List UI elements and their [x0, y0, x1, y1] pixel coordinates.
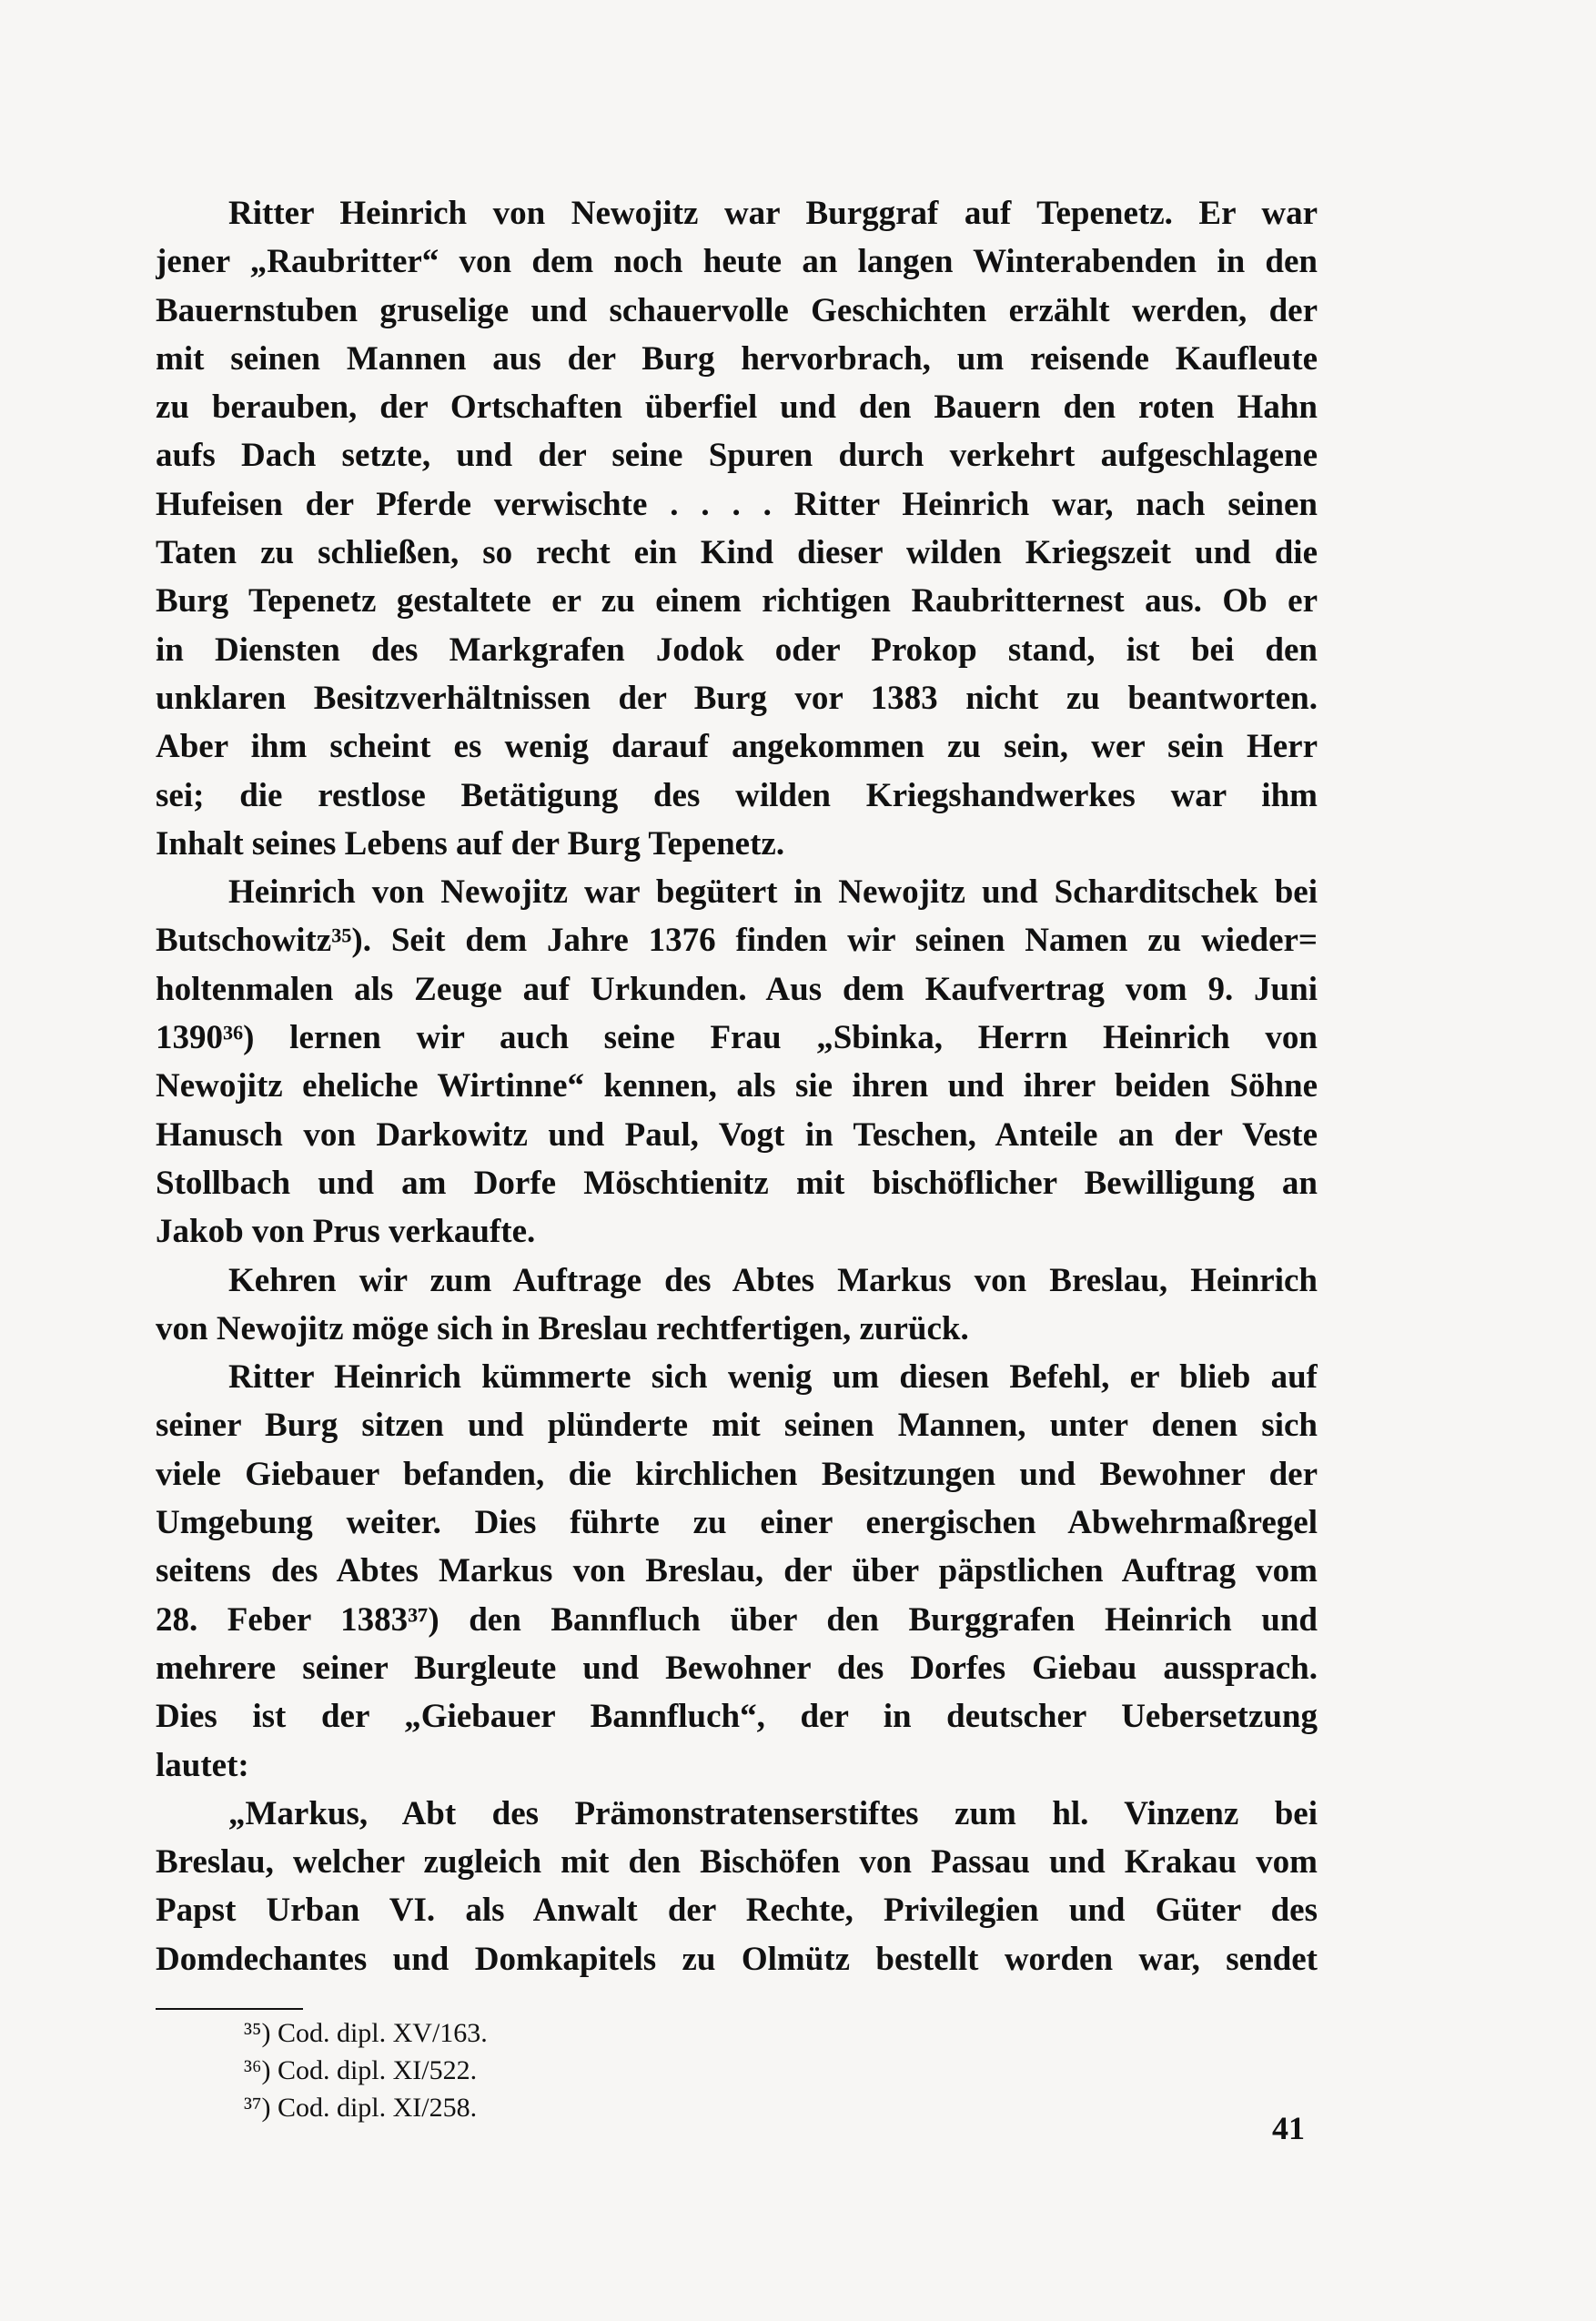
- body-text: [156, 189, 1318, 1983]
- text-line: in Diensten des Markgrafen Jodok oder Prokop stand, ist bei den: [156, 631, 1318, 669]
- paragraph: [156, 868, 1318, 1256]
- paragraph: [156, 1256, 1318, 1354]
- text-line: sei; die restlose Betätigung des wilden Kriegshandwerkes war ihm: [156, 776, 1318, 814]
- footnote: ³⁷) Cod. dipl. XI/258.: [244, 2093, 478, 2123]
- text-line: Inhalt seines Lebens auf der Burg Tepenetz.: [156, 824, 785, 863]
- text-line: lautet:: [156, 1746, 249, 1784]
- text-line: Kehren wir zum Auftrage des Abtes Markus von Breslau, Heinrich: [228, 1261, 1318, 1299]
- text-line: Bauernstuben gruselige und schauervolle Geschichten erzählt werden, der: [156, 291, 1318, 329]
- footnote: ³⁵) Cod. dipl. XV/163.: [244, 2018, 488, 2048]
- text-line: viele Giebauer befanden, die kirchlichen Besitzungen und Bewohner der: [156, 1455, 1318, 1493]
- paragraph: [156, 1790, 1318, 1983]
- text-line: jener „Raubritter“ von dem noch heute an langen Winterabenden in den: [156, 243, 1318, 281]
- text-line: seiner Burg sitzen und plünderte mit seinen Mannen, unter denen sich: [156, 1407, 1318, 1445]
- text-line: Stollbach und am Dorfe Möschtienitz mit bischöflicher Bewilligung an: [156, 1164, 1318, 1202]
- footnotes: [244, 2014, 488, 2126]
- text-line: „Markus, Abt des Prämonstratenserstiftes zum hl. Vinzenz bei: [228, 1794, 1318, 1832]
- paragraph: [156, 1353, 1318, 1790]
- text-line: Papst Urban VI. als Anwalt der Rechte, Privilegien und Güter des: [156, 1892, 1318, 1930]
- text-line: Newojitz eheliche Wirtinne“ kennen, als sie ihren und ihrer beiden Söhne: [156, 1067, 1318, 1105]
- footnote: ³⁶) Cod. dipl. XI/522.: [244, 2055, 478, 2085]
- text-line: Heinrich von Newojitz war begütert in Newojitz und Scharditschek bei: [228, 873, 1318, 912]
- text-line: holtenmalen als Zeuge auf Urkunden. Aus dem Kaufvertrag vom 9. Juni: [156, 970, 1318, 1008]
- text-line: aufs Dach setzte, und der seine Spuren durch verkehrt aufgeschlagene: [156, 437, 1318, 475]
- text-line: Ritter Heinrich von Newojitz war Burggraf auf Tepenetz. Er war: [228, 195, 1318, 232]
- text-line: mehrere seiner Burgleute und Bewohner des Dorfes Giebau aussprach.: [156, 1649, 1318, 1687]
- text-line: Breslau, welcher zugleich mit den Bischöfen von Passau und Krakau vom: [156, 1843, 1318, 1882]
- page-number: 41: [1272, 2110, 1305, 2146]
- text-line: Taten zu schließen, so recht ein Kind dieser wilden Kriegszeit und die: [156, 534, 1318, 572]
- text-line: Butschowitz³⁵). Seit dem Jahre 1376 finden wir seinen Namen zu wieder=: [156, 922, 1318, 960]
- text-line: Jakob von Prus verkaufte.: [156, 1213, 536, 1251]
- footnote-divider: [156, 2008, 303, 2010]
- text-line: Burg Tepenetz gestaltete er zu einem richtigen Raubritternest aus. Ob er: [156, 582, 1318, 621]
- text-line: zu berauben, der Ortschaften überfiel und den Bauern den roten Hahn: [156, 389, 1318, 427]
- text-line: Dies ist der „Giebauer Bannfluch“, der in deutscher Uebersetzung: [156, 1698, 1318, 1736]
- text-line: Ritter Heinrich kümmerte sich wenig um diesen Befehl, er blieb auf: [228, 1358, 1318, 1397]
- text-line: unklaren Besitzverhältnissen der Burg vor 1383 nicht zu beantworten.: [156, 679, 1318, 717]
- text-line: mit seinen Mannen aus der Burg hervorbrach, um reisende Kaufleute: [156, 339, 1318, 378]
- text-line: Umgebung weiter. Dies führte zu einer energischen Abwehrmaßregel: [156, 1504, 1318, 1542]
- text-line: Aber ihm scheint es wenig darauf angekommen zu sein, wer sein Herr: [156, 728, 1318, 766]
- text-line: Hufeisen der Pferde verwischte . . . . Ritter Heinrich war, nach seinen: [156, 485, 1318, 523]
- text-line: 28. Feber 1383³⁷) den Bannfluch über den Burggrafen Heinrich und: [156, 1600, 1318, 1639]
- text-line: von Newojitz möge sich in Breslau rechtfertigen, zurück.: [156, 1309, 969, 1347]
- text-line: 1390³⁶) lernen wir auch seine Frau „Sbinka, Herrn Heinrich von: [156, 1019, 1318, 1057]
- text-line: seitens des Abtes Markus von Breslau, der über päpstlichen Auftrag vom: [156, 1552, 1318, 1590]
- text-line: Domdechantes und Domkapitels zu Olmütz bestellt worden war, sendet: [156, 1940, 1318, 1978]
- text-line: Hanusch von Darkowitz und Paul, Vogt in Teschen, Anteile an der Veste: [156, 1115, 1318, 1154]
- paragraph: [156, 189, 1318, 868]
